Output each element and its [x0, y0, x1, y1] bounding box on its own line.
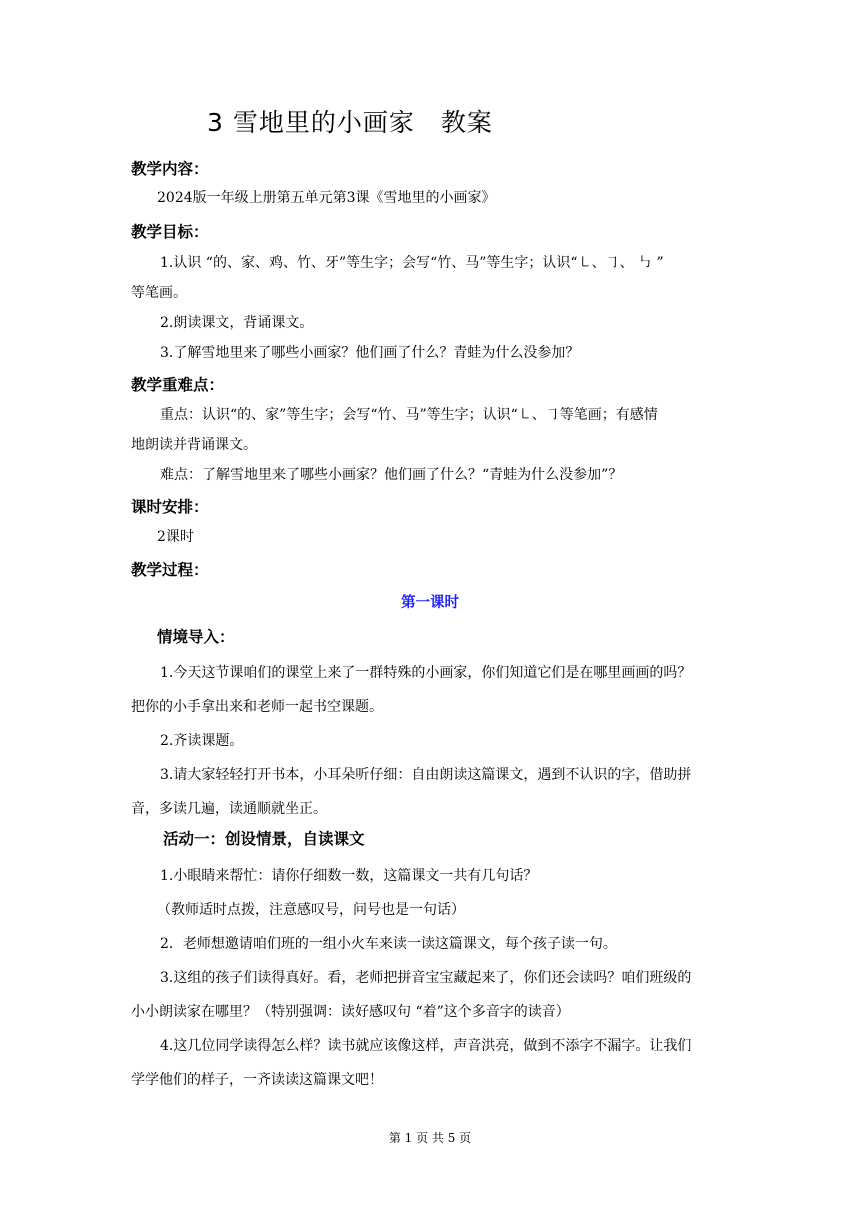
teaching-content-text: 2024版一年级上册第五单元第3课《雪地里的小画家》	[157, 190, 496, 206]
focus-line-2: 地朗读并背诵课文。	[131, 437, 257, 453]
activity-1-note: （教师适时点拨，注意感叹号，问号也是一句话）	[157, 902, 465, 918]
activity-1-paragraph-4-line-2: 学学他们的样子，一齐读读这篇课文吧！	[131, 1072, 383, 1088]
activity-1-paragraph-4-line-1: 4.这几位同学读得怎么样？读书就应该像这样，声音洪亮，做到不添字不漏字。让我们	[160, 1038, 692, 1054]
goal-item-1-line-1: 1.认识 “的、家、鸡、竹、牙”等生字；会写“竹、马”等生字；认识“㇄、㇆、 ㇉ ”	[160, 255, 664, 271]
intro-heading: 情境导入：	[157, 628, 235, 646]
schedule-heading: 课时安排：	[131, 498, 209, 516]
goal-item-2: 2.朗读课文，背诵课文。	[160, 315, 314, 331]
process-heading: 教学过程：	[131, 561, 209, 579]
activity-1-paragraph-3-line-1: 3.这组的孩子们读得真好。看，老师把拼音宝宝藏起来了，你们还会读吗？咱们班级的	[160, 970, 692, 986]
focus-line-1: 重点：认识“的、家”等生字；会写“竹、马”等生字；认识“㇄、㇆等笔画；有感情	[160, 407, 658, 423]
activity-1-paragraph-1: 1.小眼睛来帮忙：请你仔细数一数，这篇课文一共有几句话？	[160, 868, 538, 884]
activity-1-heading: 活动一：创设情景，自读课文	[163, 830, 365, 848]
teaching-goals-heading: 教学目标：	[131, 223, 209, 241]
intro-paragraph-3-line-2: 音，多读几遍，读通顺就坐正。	[131, 801, 327, 817]
goal-item-1-line-2: 等笔画。	[131, 285, 187, 301]
lesson-label: 第一课时	[401, 595, 459, 611]
intro-paragraph-2: 2.齐读课题。	[160, 733, 244, 749]
page-footer: 第 1 页 共 5 页	[388, 1131, 472, 1145]
difficulty-text: 难点：了解雪地里来了哪些小画家？他们画了什么？“青蛙为什么没参加”？	[160, 467, 623, 483]
key-points-heading: 教学重难点：	[131, 376, 225, 394]
intro-paragraph-1-line-2: 把你的小手拿出来和老师一起书空课题。	[131, 699, 383, 715]
page-title: 3 雪地里的小画家 教案	[207, 108, 493, 137]
intro-paragraph-3-line-1: 3.请大家轻轻打开书本，小耳朵听仔细：自由朗读这篇课文，遇到不认识的字，借助拼	[160, 767, 692, 783]
activity-1-paragraph-3-line-2: 小小朗读家在哪里？（特别强调：读好感叹句 “着”这个多音字的读音）	[131, 1004, 570, 1020]
intro-paragraph-1-line-1: 1.今天这节课咱们的课堂上来了一群特殊的小画家，你们知道它们是在哪里画画的吗？	[160, 665, 692, 681]
goal-item-3: 3.了解雪地里来了哪些小画家？他们画了什么？青蛙为什么没参加？	[160, 345, 580, 361]
teaching-content-heading: 教学内容：	[131, 160, 209, 178]
activity-1-paragraph-2: 2．老师想邀请咱们班的一组小火车来读一读这篇课文，每个孩子读一句。	[160, 936, 617, 952]
schedule-text: 2课时	[157, 529, 194, 545]
